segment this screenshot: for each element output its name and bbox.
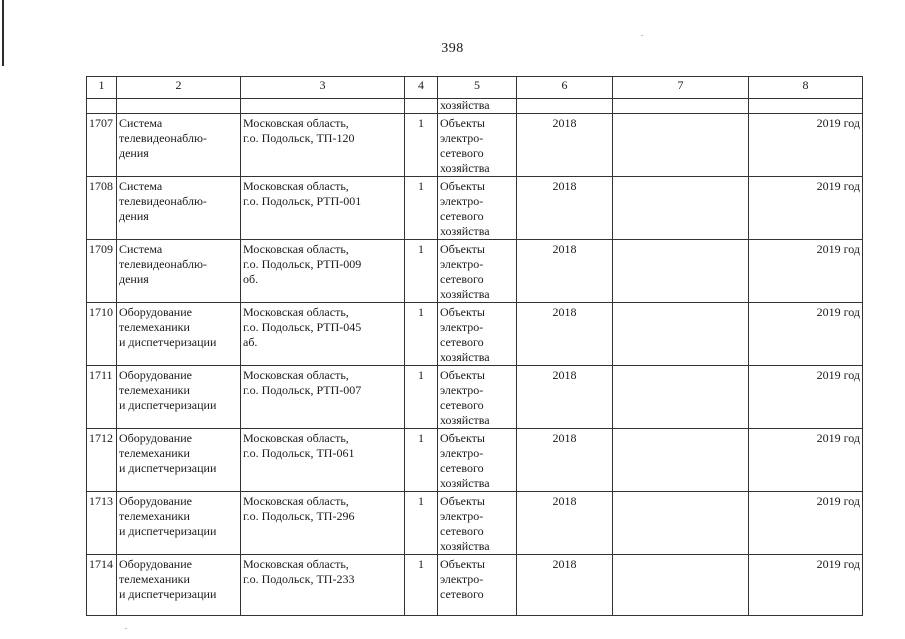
quantity-cell: 1 bbox=[405, 429, 438, 492]
object-type-cell: Объекты электро- сетевого хозяйства bbox=[438, 429, 517, 492]
year-cell: 2018 bbox=[517, 303, 613, 366]
table-row bbox=[87, 177, 863, 240]
column-header-5: 5 bbox=[438, 77, 517, 99]
continuation-cell bbox=[241, 99, 405, 114]
column-header-6: 6 bbox=[517, 77, 613, 99]
register-table bbox=[86, 76, 863, 616]
column-number-row bbox=[87, 77, 863, 99]
table-row bbox=[87, 303, 863, 366]
object-type-cell: Объекты электро- сетевого хозяйства bbox=[438, 114, 517, 177]
column-7-cell bbox=[613, 240, 749, 303]
quantity-cell: 1 bbox=[405, 114, 438, 177]
year-cell: 2018 bbox=[517, 177, 613, 240]
address-cell: Московская область, г.о. Подольск, ТП-120 bbox=[241, 114, 405, 177]
quantity-cell: 1 bbox=[405, 366, 438, 429]
table-row bbox=[87, 240, 863, 303]
object-type-cell: Объекты электро- сетевого хозяйства bbox=[438, 240, 517, 303]
address-cell: Московская область, г.о. Подольск, РТП-009 об. bbox=[241, 240, 405, 303]
term-cell: 2019 год bbox=[749, 240, 863, 303]
year-cell: 2018 bbox=[517, 366, 613, 429]
equipment-name-cell: Система телевидеонаблю- дения bbox=[117, 114, 241, 177]
column-header-4: 4 bbox=[405, 77, 438, 99]
term-cell: 2019 год bbox=[749, 555, 863, 616]
year-cell: 2018 bbox=[517, 114, 613, 177]
row-number-cell: 1711 bbox=[87, 366, 117, 429]
term-cell: 2019 год bbox=[749, 303, 863, 366]
object-type-cell: Объекты электро- сетевого хозяйства bbox=[438, 177, 517, 240]
address-cell: Московская область, г.о. Подольск, ТП-296 bbox=[241, 492, 405, 555]
term-cell: 2019 год bbox=[749, 177, 863, 240]
column-7-cell bbox=[613, 303, 749, 366]
column-header-7: 7 bbox=[613, 77, 749, 99]
continuation-cell bbox=[117, 99, 241, 114]
table-row bbox=[87, 492, 863, 555]
equipment-name-cell: Оборудование телемеханики и диспетчеризации bbox=[117, 492, 241, 555]
row-number-cell: 1707 bbox=[87, 114, 117, 177]
continuation-cell bbox=[87, 99, 117, 114]
address-cell: Московская область, г.о. Подольск, РТП-007 bbox=[241, 366, 405, 429]
continuation-cell bbox=[517, 99, 613, 114]
column-7-cell bbox=[613, 366, 749, 429]
row-number-cell: 1710 bbox=[87, 303, 117, 366]
row-number-cell: 1708 bbox=[87, 177, 117, 240]
year-cell: 2018 bbox=[517, 240, 613, 303]
continuation-type-cell: хозяйства bbox=[438, 99, 517, 114]
year-cell: 2018 bbox=[517, 555, 613, 616]
equipment-name-cell: Оборудование телемеханики и диспетчеризации bbox=[117, 555, 241, 616]
row-number-cell: 1709 bbox=[87, 240, 117, 303]
row-number-cell: 1714 bbox=[87, 555, 117, 616]
equipment-name-cell: Система телевидеонаблю- дения bbox=[117, 177, 241, 240]
term-cell: 2019 год bbox=[749, 114, 863, 177]
row-number-cell: 1712 bbox=[87, 429, 117, 492]
continuation-cell bbox=[405, 99, 438, 114]
table-row bbox=[87, 114, 863, 177]
column-7-cell bbox=[613, 492, 749, 555]
equipment-name-cell: Система телевидеонаблю- дения bbox=[117, 240, 241, 303]
quantity-cell: 1 bbox=[405, 177, 438, 240]
column-header-2: 2 bbox=[117, 77, 241, 99]
continuation-cell bbox=[749, 99, 863, 114]
object-type-cell: Объекты электро- сетевого хозяйства bbox=[438, 492, 517, 555]
column-header-3: 3 bbox=[241, 77, 405, 99]
column-7-cell bbox=[613, 429, 749, 492]
address-cell: Московская область, г.о. Подольск, РТП-001 bbox=[241, 177, 405, 240]
quantity-cell: 1 bbox=[405, 303, 438, 366]
year-cell: 2018 bbox=[517, 429, 613, 492]
column-header-8: 8 bbox=[749, 77, 863, 99]
equipment-name-cell: Оборудование телемеханики и диспетчеризации bbox=[117, 303, 241, 366]
address-cell: Московская область, г.о. Подольск, ТП-233 bbox=[241, 555, 405, 616]
table-row bbox=[87, 429, 863, 492]
page-number: 398 bbox=[441, 41, 464, 56]
column-7-cell bbox=[613, 555, 749, 616]
year-cell: 2018 bbox=[517, 492, 613, 555]
address-cell: Московская область, г.о. Подольск, ТП-061 bbox=[241, 429, 405, 492]
equipment-name-cell: Оборудование телемеханики и диспетчеризации bbox=[117, 366, 241, 429]
scan-speck bbox=[641, 35, 643, 36]
scan-speck bbox=[125, 628, 127, 629]
column-7-cell bbox=[613, 177, 749, 240]
equipment-name-cell: Оборудование телемеханики и диспетчеризации bbox=[117, 429, 241, 492]
table-row bbox=[87, 366, 863, 429]
continuation-cell bbox=[613, 99, 749, 114]
column-header-1: 1 bbox=[87, 77, 117, 99]
column-7-cell bbox=[613, 114, 749, 177]
object-type-cell: Объекты электро- сетевого хозяйства bbox=[438, 303, 517, 366]
address-cell: Московская область, г.о. Подольск, РТП-045 аб. bbox=[241, 303, 405, 366]
quantity-cell: 1 bbox=[405, 492, 438, 555]
continuation-row bbox=[87, 99, 863, 114]
quantity-cell: 1 bbox=[405, 240, 438, 303]
table-row bbox=[87, 555, 863, 616]
object-type-cell: Объекты электро- сетевого bbox=[438, 555, 517, 616]
quantity-cell: 1 bbox=[405, 555, 438, 616]
term-cell: 2019 год bbox=[749, 492, 863, 555]
object-type-cell: Объекты электро- сетевого хозяйства bbox=[438, 366, 517, 429]
term-cell: 2019 год bbox=[749, 366, 863, 429]
row-number-cell: 1713 bbox=[87, 492, 117, 555]
term-cell: 2019 год bbox=[749, 429, 863, 492]
